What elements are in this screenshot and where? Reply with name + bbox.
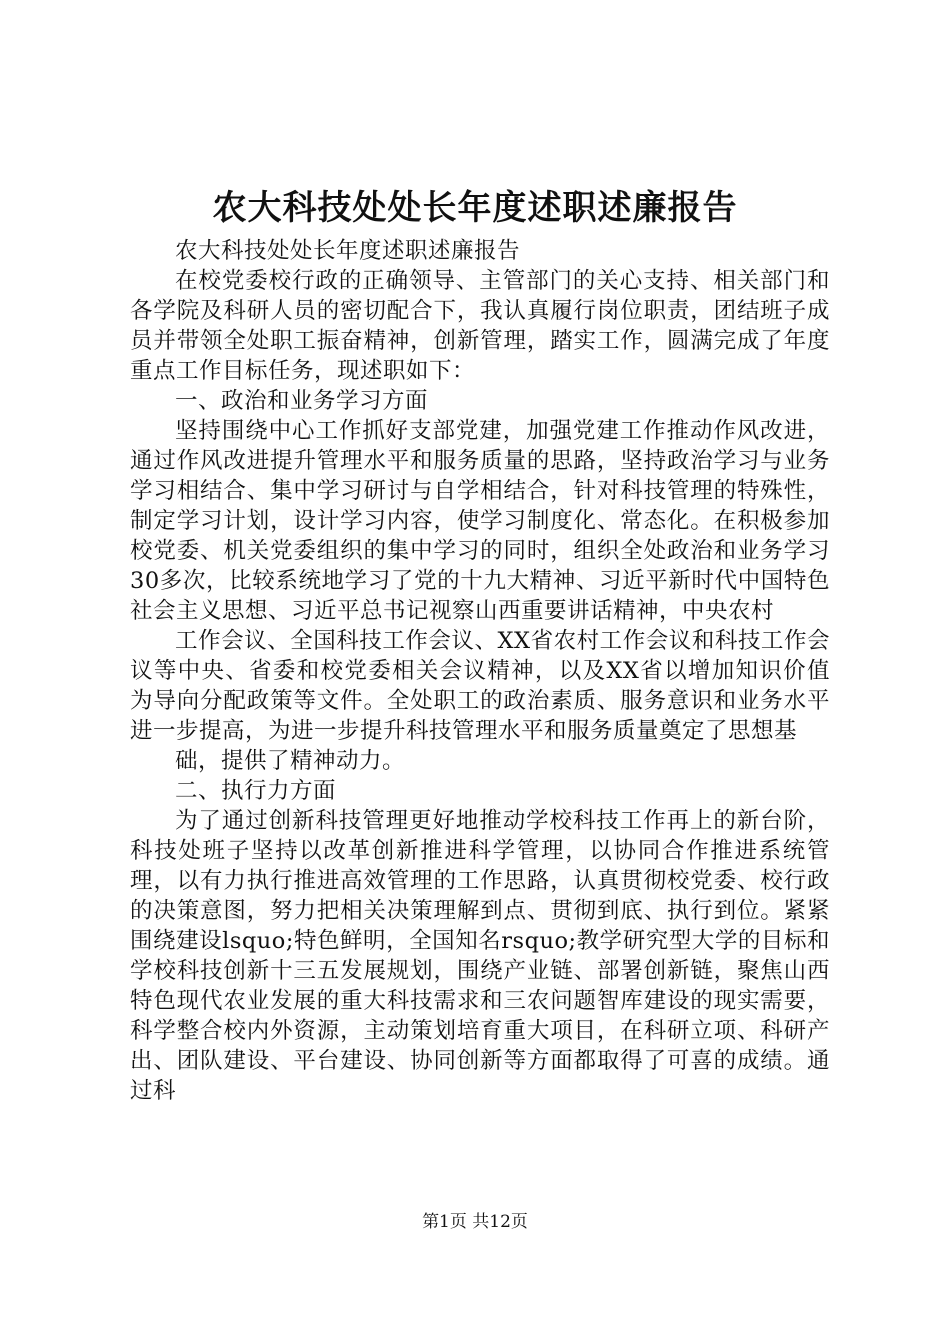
paragraph-execution: 为了通过创新科技管理更好地推动学校科技工作再上的新台阶，科技处班子坚持以改革创新推进科学管理，以协同合作推进系统管理，以有力执行推进高效管理的工作思路，认真贯彻校党委、校行政的决策意图，努力把相关决策理解到点、贯彻到底、执行到位。紧紧围绕建设lsquo;特色鲜明，全国知名rsquo;教学研究型大学的目标和学校科技创新十三五发展规划，围绕产业链、部署创新链，聚焦山西特色现代农业发展的重大科技需求和三农问题智库建设的现实需要，科学整合校内外资源，主动策划培育重大项目，在科研立项、科研产出、团队建设、平台建设、协同创新等方面都取得了可喜的成绩。通过科 (130, 808, 830, 1104)
paragraph-political-study: 坚持围绕中心工作抓好支部党建，加强党建工作推动作风改进，通过作风改进提升管理水平和服务质量的思路，坚持政治学习与业务学习相结合、集中学习研讨与自学相结合，针对科技管理的特殊性，制定学习计划，设计学习内容，使学习制度化、常态化。在积极参加校党委、机关党委组织的集中学习的同时，组织全处政治和业务学习30多次，比较系统地学习了党的十九大精神、习近平新时代中国特色社会主义思想、习近平总书记视察山西重要讲话精神，中央农村 (130, 418, 830, 624)
paragraph-intro: 在校党委校行政的正确领导、主管部门的关心支持、相关部门和各学院及科研人员的密切配合下，我认真履行岗位职责，团结班子成员并带领全处职工振奋精神，创新管理，踏实工作，圆满完成了年度重点工作目标任务，现述职如下： (130, 268, 830, 384)
section-heading-1: 一、政治和业务学习方面 (175, 388, 429, 414)
paragraph-subtitle: 农大科技处处长年度述职述廉报告 (175, 238, 521, 264)
paragraph-political-study-cont: 工作会议、全国科技工作会议、XX省农村工作会议和科技工作会议等中央、省委和校党委相关会议精神，以及XX省以增加知识价值为导向分配政策等文件。全处职工的政治素质、服务意识和业务水平进一步提高，为进一步提升科技管理水平和服务质量奠定了思想基 (130, 628, 830, 744)
paragraph-political-study-end: 础，提供了精神动力。 (175, 748, 406, 774)
document-body (130, 236, 830, 1106)
document-title: 农大科技处处长年度述职述廉报告 (212, 188, 738, 228)
page-number: 第1页 共12页 (422, 1212, 528, 1232)
section-heading-2: 二、执行力方面 (175, 778, 337, 804)
